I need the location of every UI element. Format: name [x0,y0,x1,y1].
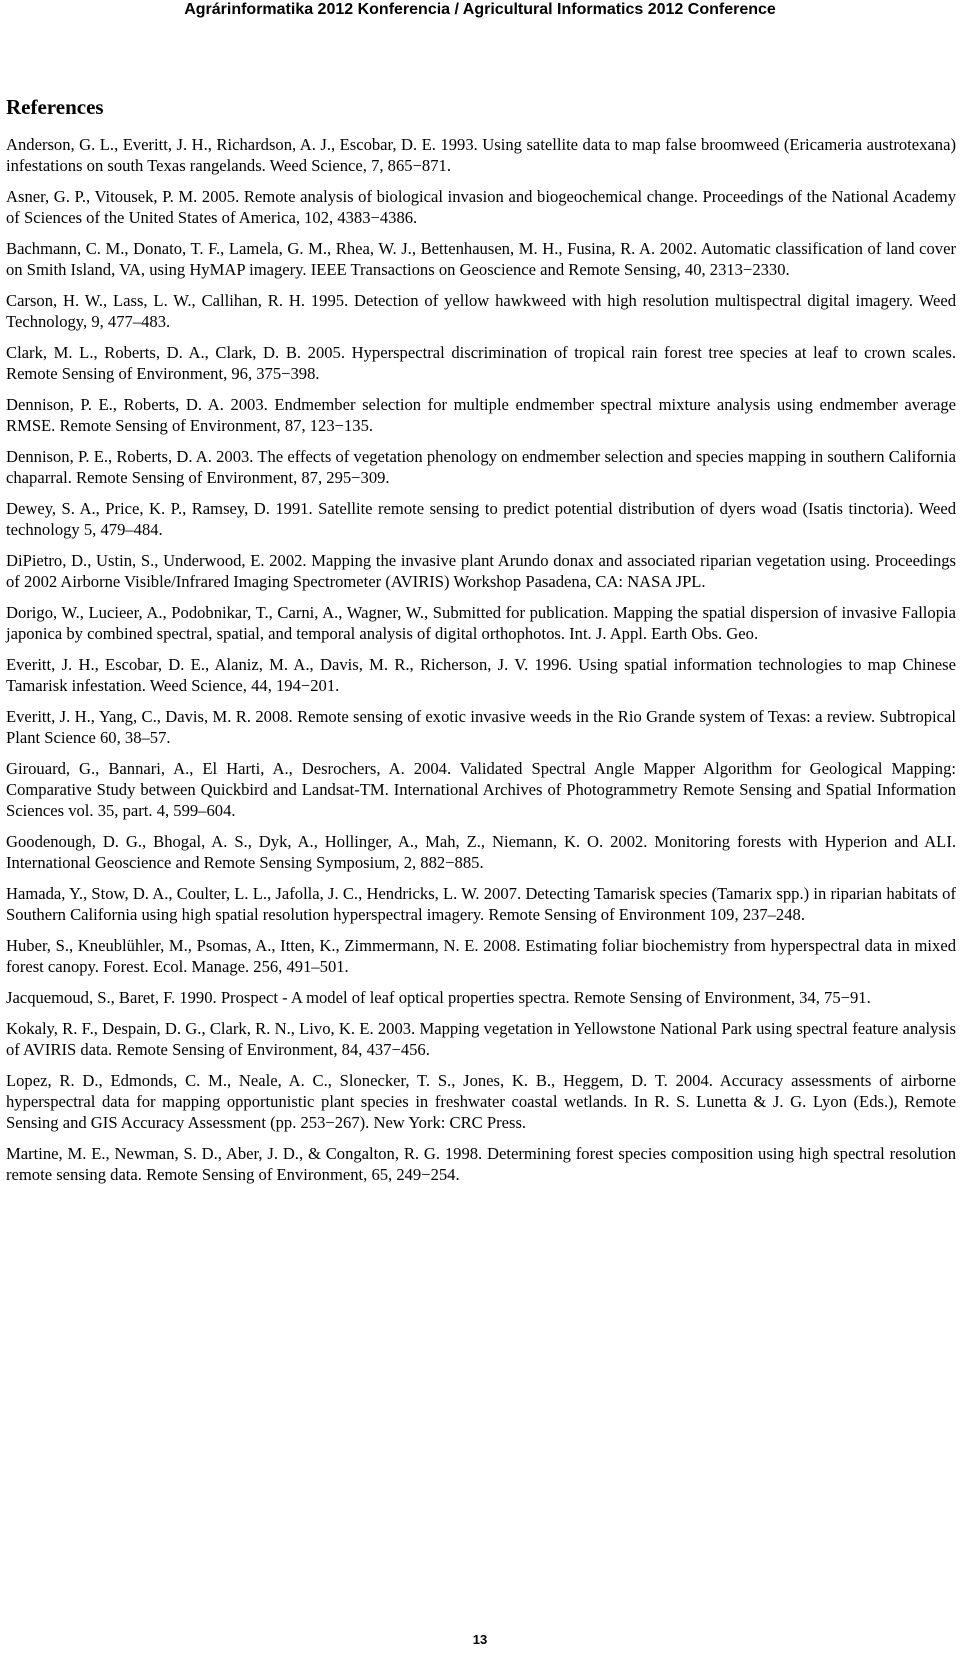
page-header: Agrárinformatika 2012 Konferencia / Agricultural Informatics 2012 Conference [184,1,776,18]
reference-item: Bachmann, C. M., Donato, T. F., Lamela, G. M., Rhea, W. J., Bettenhausen, M. H., Fusina, R. A. 2002. Automatic classification of land cover on Smith Island, VA, using HyMAP imagery. IEEE Transactions on Geoscience and Remote Sensing, 40, 2313−2330. [6,239,956,279]
reference-item: Hamada, Y., Stow, D. A., Coulter, L. L., Jafolla, J. C., Hendricks, L. W. 2007. Detecting Tamarisk species (Tamarix spp.) in riparian habitats of Southern California using high spatial resolution hyperspectral imagery. Remote Sensing of Environment 109, 237–248. [6,884,956,924]
reference-item: DiPietro, D., Ustin, S., Underwood, E. 2002. Mapping the invasive plant Arundo donax and associated riparian vegetation using. Proceedings of 2002 Airborne Visible/Infrared Imaging Spectrometer (AVIRIS) Workshop Pasadena, CA: NASA JPL. [6,551,956,591]
section-title: References [6,95,104,119]
reference-item: Clark, M. L., Roberts, D. A., Clark, D. B. 2005. Hyperspectral discrimination of tropical rain forest tree species at leaf to crown scales. Remote Sensing of Environment, 96, 375−398. [6,343,956,383]
reference-item: Dennison, P. E., Roberts, D. A. 2003. Endmember selection for multiple endmember spectral mixture analysis using endmember average RMSE. Remote Sensing of Environment, 87, 123−135. [6,395,956,435]
reference-list [6,134,956,1195]
reference-item: Martine, M. E., Newman, S. D., Aber, J. D., & Congalton, R. G. 1998. Determining forest species composition using high spectral resolution remote sensing data. Remote Sensing of Environment, 65, 249−254. [6,1144,956,1184]
reference-item: Lopez, R. D., Edmonds, C. M., Neale, A. C., Slonecker, T. S., Jones, K. B., Heggem, D. T. 2004. Accuracy assessments of airborne hyperspectral data for mapping opportunistic plant species in freshwater coastal wetlands. In R. S. Lunetta & J. G. Lyon (Eds.), Remote Sensing and GIS Accuracy Assessment (pp. 253−267). New York: CRC Press. [6,1071,956,1132]
reference-item: Dennison, P. E., Roberts, D. A. 2003. The effects of vegetation phenology on endmember selection and species mapping in southern California chaparral. Remote Sensing of Environment, 87, 295−309. [6,447,956,487]
reference-item: Everitt, J. H., Escobar, D. E., Alaniz, M. A., Davis, M. R., Richerson, J. V. 1996. Using spatial information technologies to map Chinese Tamarisk infestation. Weed Science, 44, 194−201. [6,655,956,695]
reference-item: Kokaly, R. F., Despain, D. G., Clark, R. N., Livo, K. E. 2003. Mapping vegetation in Yellowstone National Park using spectral feature analysis of AVIRIS data. Remote Sensing of Environment, 84, 437−456. [6,1019,956,1059]
reference-item: Anderson, G. L., Everitt, J. H., Richardson, A. J., Escobar, D. E. 1993. Using satellite data to map false broomweed (Ericameria austrotexana) infestations on south Texas rangelands. Weed Science, 7, 865−871. [6,135,956,175]
reference-item: Girouard, G., Bannari, A., El Harti, A., Desrochers, A. 2004. Validated Spectral Angle Mapper Algorithm for Geological Mapping: Comparative Study between Quickbird and Landsat-TM. International Archives of Photogrammetry Remote Sensing and Spatial Information Sciences vol. 35, part. 4, 599–604. [6,759,956,820]
reference-item: Goodenough, D. G., Bhogal, A. S., Dyk, A., Hollinger, A., Mah, Z., Niemann, K. O. 2002. Monitoring forests with Hyperion and ALI. International Geoscience and Remote Sensing Symposium, 2, 882−885. [6,832,956,872]
reference-item: Dewey, S. A., Price, K. P., Ramsey, D. 1991. Satellite remote sensing to predict potential distribution of dyers woad (Isatis tinctoria). Weed technology 5, 479–484. [6,499,956,539]
reference-item: Asner, G. P., Vitousek, P. M. 2005. Remote analysis of biological invasion and biogeochemical change. Proceedings of the National Academy of Sciences of the United States of America, 102, 4383−4386. [6,187,956,227]
reference-item: Carson, H. W., Lass, L. W., Callihan, R. H. 1995. Detection of yellow hawkweed with high resolution multispectral digital imagery. Weed Technology, 9, 477–483. [6,291,956,331]
reference-item: Huber, S., Kneublühler, M., Psomas, A., Itten, K., Zimmermann, N. E. 2008. Estimating foliar biochemistry from hyperspectral data in mixed forest canopy. Forest. Ecol. Manage. 256, 491–501. [6,936,956,976]
page-number: 13 [472,1632,488,1647]
reference-item: Jacquemoud, S., Baret, F. 1990. Prospect - A model of leaf optical properties spectra. Remote Sensing of Environment, 34, 75−91. [6,988,871,1007]
reference-item: Dorigo, W., Lucieer, A., Podobnikar, T., Carni, A., Wagner, W., Submitted for publication. Mapping the spatial dispersion of invasive Fallopia japonica by combined spectral, spatial, and temporal analysis of digital orthophotos. Int. J. Appl. Earth Obs. Geo. [6,603,956,643]
reference-item: Everitt, J. H., Yang, C., Davis, M. R. 2008. Remote sensing of exotic invasive weeds in the Rio Grande system of Texas: a review. Subtropical Plant Science 60, 38–57. [6,707,956,747]
